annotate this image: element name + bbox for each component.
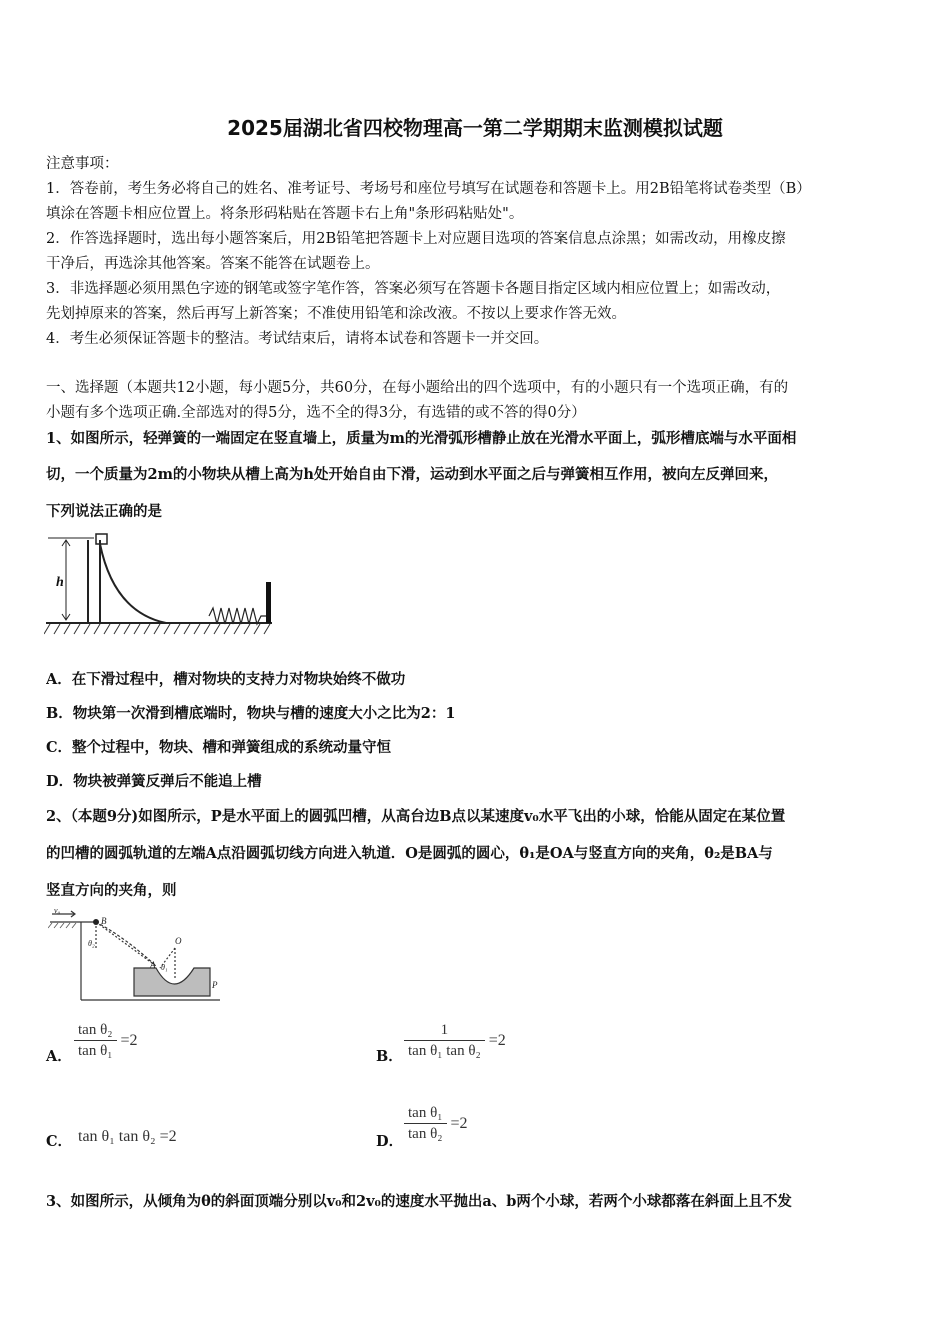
notice-heading: 注意事项： xyxy=(46,156,119,172)
q1-figure xyxy=(44,530,280,640)
notice-line: 3．非选择题必须用黑色字迹的钢笔或签字笔作答，答案必须写在答题卡各题目指定区域内相应位置上；如需改动， xyxy=(46,281,781,297)
q3-stem: 3、如图所示，从倾角为θ的斜面顶端分别以v₀和2v₀的速度水平抛出a、b两个小球，若两个小球都落在斜面上且不发 xyxy=(46,1193,792,1210)
q2-option-b-numerator: 1 xyxy=(404,1020,485,1041)
q2-stem: 的凹槽的圆弧轨道的左端A点沿圆弧切线方向进入轨道．O是圆弧的圆心，θ₁是OA与竖直方向的夹角，θ₂是BA与 xyxy=(46,845,773,862)
notice-line: 1．答卷前，考生务必将自己的姓名、准考证号、考场号和座位号填写在试题卷和答题卡上。用2B铅笔将试卷类型（B） xyxy=(46,181,811,197)
q1-stem: 1、如图所示，轻弹簧的一端固定在竖直墙上，质量为m的光滑弧形槽静止放在光滑水平面上，弧形槽底端与水平面相 xyxy=(46,430,797,447)
section-header: 一、选择题（本题共12小题，每小题5分，共60分，在每小题给出的四个选项中，有的小题只有一个选项正确，有的 xyxy=(46,380,789,396)
q2-option-a-letter: A． xyxy=(46,1048,72,1065)
q2-label-v0: v₀ xyxy=(54,908,61,915)
q1-option-c: C．整个过程中，物块、槽和弹簧组成的系统动量守恒 xyxy=(46,739,392,756)
q2-option-a-formula xyxy=(74,1020,138,1061)
q2-option-a-denominator: tan θ₁ xyxy=(78,1043,113,1059)
notice-line: 先划掉原来的答案，然后再写上新答案；不准使用铅笔和涂改液。不按以上要求作答无效。 xyxy=(46,306,626,322)
q1-option-a: A．在下滑过程中，槽对物块的支持力对物块始终不做功 xyxy=(46,671,406,688)
notice-line: 4．考生必须保证答题卡的整洁。考试结束后，请将本试卷和答题卡一并交回。 xyxy=(46,331,549,347)
exam-title: 2025届湖北省四校物理高一第二学期期末监测模拟试题 xyxy=(227,116,723,140)
q2-label-b: B xyxy=(101,916,107,926)
q2-option-c-formula: tan θ₁ tan θ₂ =2 xyxy=(78,1128,177,1145)
notice-line: 填涂在答题卡相应位置上。将条形码粘贴在答题卡右上角"条形码粘贴处"。 xyxy=(46,206,524,222)
notice-line: 2．作答选择题时，选出每小题答案后，用2B铅笔把答题卡上对应题目选项的答案信息点涂黑；如需改动，用橡皮擦 xyxy=(46,231,786,247)
q2-option-b-formula xyxy=(404,1020,506,1061)
q1-option-b: B．物块第一次滑到槽底端时，物块与槽的速度大小之比为2：1 xyxy=(46,705,456,722)
q2-option-d-numerator: tan θ₁ xyxy=(404,1103,447,1124)
q2-label-a: A xyxy=(150,960,156,970)
q2-label-theta1: θ₁ xyxy=(161,963,168,972)
q2-option-b-rhs: =2 xyxy=(488,1031,506,1049)
q2-option-a-numerator: tan θ₂ xyxy=(74,1020,117,1041)
notice-line: 干净后，再选涂其他答案。答案不能答在试题卷上。 xyxy=(46,256,380,272)
q2-figure xyxy=(48,908,228,1004)
q2-option-d-formula xyxy=(404,1103,468,1144)
section-header: 小题有多个选项正确.全部选对的得5分，选不全的得3分，有选错的或不答的得0分） xyxy=(46,405,586,421)
q1-stem: 切，一个质量为2m的小物块从槽上高为h处开始自由下滑，运动到水平面之后与弹簧相互作用，被向左反弹回来， xyxy=(46,466,778,483)
q2-option-d-rhs: =2 xyxy=(450,1114,468,1132)
q2-option-b-letter: B． xyxy=(376,1048,403,1065)
q2-option-c-letter: C． xyxy=(46,1133,73,1150)
q2-label-p: P xyxy=(212,980,218,990)
q2-option-d-denominator: tan θ₂ xyxy=(408,1126,443,1142)
q1-option-d: D．物块被弹簧反弹后不能追上槽 xyxy=(46,773,262,790)
q2-option-a-rhs: =2 xyxy=(120,1031,138,1049)
q2-option-b-denominator: tan θ₁ tan θ₂ xyxy=(408,1043,481,1059)
q1-figure-label-h: h xyxy=(56,575,64,590)
q2-label-o: O xyxy=(175,936,182,946)
q2-label-theta2: θ₂ xyxy=(88,939,95,948)
q2-stem: 竖直方向的夹角，则 xyxy=(46,882,177,899)
q2-option-d-letter: D． xyxy=(376,1133,404,1150)
q1-stem: 下列说法正确的是 xyxy=(46,503,162,520)
q2-stem: 2、（本题9分)如图所示，P是水平面上的圆弧凹槽，从高台边B点以某速度v₀水平飞出的小球，恰能从固定在某位置 xyxy=(46,808,786,825)
